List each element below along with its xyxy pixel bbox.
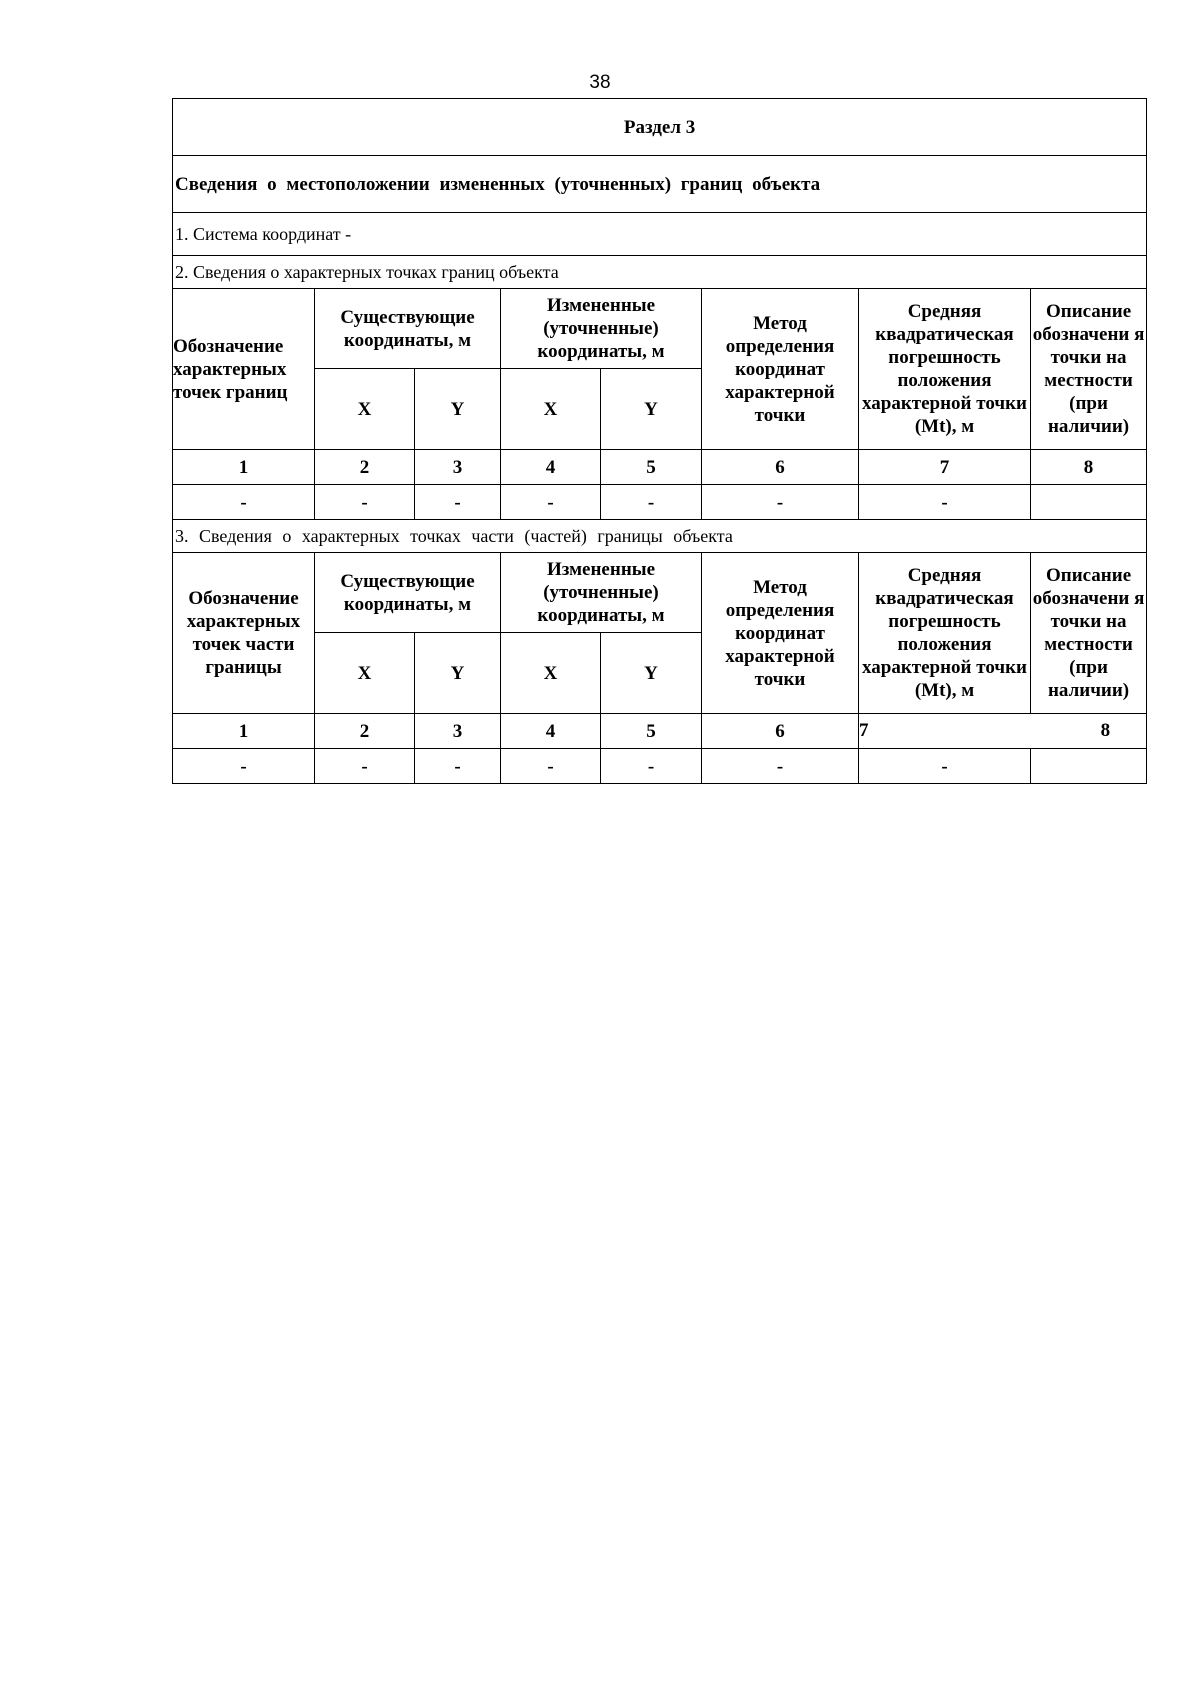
- t2-cell-3: -: [415, 749, 501, 784]
- t1-num-5: 5: [601, 450, 702, 485]
- section-subtitle: Сведения о местоположении измененных (уточненных) границ объекта: [173, 156, 1147, 213]
- t1-cell-5: -: [601, 485, 702, 520]
- t2-num-5: 5: [601, 714, 702, 749]
- t1-col-changed: Измененные (уточненные) координаты, м: [501, 289, 702, 369]
- t2-existing-y: Y: [415, 633, 501, 714]
- t2-num-4: 4: [501, 714, 601, 749]
- t2-num-3: 3: [415, 714, 501, 749]
- t1-col-error: Средняя квадратическая погрешность положения характерной точки (Mt), м: [859, 289, 1031, 450]
- t2-num-7-8-cell: [859, 714, 1147, 749]
- t2-cell-7: -: [859, 749, 1031, 784]
- t2-col-changed: Измененные (уточненные) координаты, м: [501, 553, 702, 633]
- t1-num-2: 2: [315, 450, 415, 485]
- t1-cell-6: -: [702, 485, 859, 520]
- t1-existing-x: X: [315, 369, 415, 450]
- t1-num-7: 7: [859, 450, 1031, 485]
- t1-num-1: 1: [173, 450, 315, 485]
- boundary-points-heading: 2. Сведения о характерных точках границ объекта: [173, 256, 1147, 289]
- t2-changed-y: Y: [601, 633, 702, 714]
- t2-col-existing: Существующие координаты, м: [315, 553, 501, 633]
- t1-num-6: 6: [702, 450, 859, 485]
- t1-num-8: 8: [1031, 450, 1147, 485]
- t2-col-designation: Обозначение характерных точек части границы: [173, 553, 315, 714]
- t1-cell-1: -: [173, 485, 315, 520]
- t1-col-existing: Существующие координаты, м: [315, 289, 501, 369]
- section-3-table: [172, 98, 1147, 784]
- t2-num-8: 8: [1100, 720, 1111, 741]
- t1-cell-7: -: [859, 485, 1031, 520]
- t1-cell-4: -: [501, 485, 601, 520]
- t1-cell-3: -: [415, 485, 501, 520]
- t1-col-description: Описание обозначени я точки на местности (при наличии): [1031, 289, 1147, 450]
- t1-cell-2: -: [315, 485, 415, 520]
- t2-cell-6: -: [702, 749, 859, 784]
- t2-num-2: 2: [315, 714, 415, 749]
- t2-col-method: Метод определения координат характерной точки: [702, 553, 859, 714]
- t2-changed-x: X: [501, 633, 601, 714]
- coordinate-system-line: 1. Система координат -: [173, 213, 1147, 256]
- t2-existing-x: X: [315, 633, 415, 714]
- t2-num-1: 1: [173, 714, 315, 749]
- t1-col-designation: Обозначение характерных точек границ: [173, 289, 315, 450]
- t1-changed-x: X: [501, 369, 601, 450]
- t2-cell-8: [1031, 749, 1147, 784]
- t1-num-3: 3: [415, 450, 501, 485]
- page-number: 38: [589, 72, 611, 93]
- t2-num-7: 7: [859, 720, 869, 741]
- t1-col-method: Метод определения координат характерной точки: [702, 289, 859, 450]
- part-boundary-points-heading: 3. Сведения о характерных точках части (частей) границы объекта: [173, 520, 1147, 553]
- t2-col-error: Средняя квадратическая погрешность положения характерной точки (Mt), м: [859, 553, 1031, 714]
- t1-existing-y: Y: [415, 369, 501, 450]
- t2-num-6: 6: [702, 714, 859, 749]
- t1-num-4: 4: [501, 450, 601, 485]
- t2-cell-5: -: [601, 749, 702, 784]
- t1-changed-y: Y: [601, 369, 702, 450]
- t2-cell-1: -: [173, 749, 315, 784]
- t2-cell-2: -: [315, 749, 415, 784]
- t2-col-description: Описание обозначени я точки на местности (при наличии): [1031, 553, 1147, 714]
- t1-cell-8: [1031, 485, 1147, 520]
- t2-cell-4: -: [501, 749, 601, 784]
- section-title: Раздел 3: [173, 99, 1147, 156]
